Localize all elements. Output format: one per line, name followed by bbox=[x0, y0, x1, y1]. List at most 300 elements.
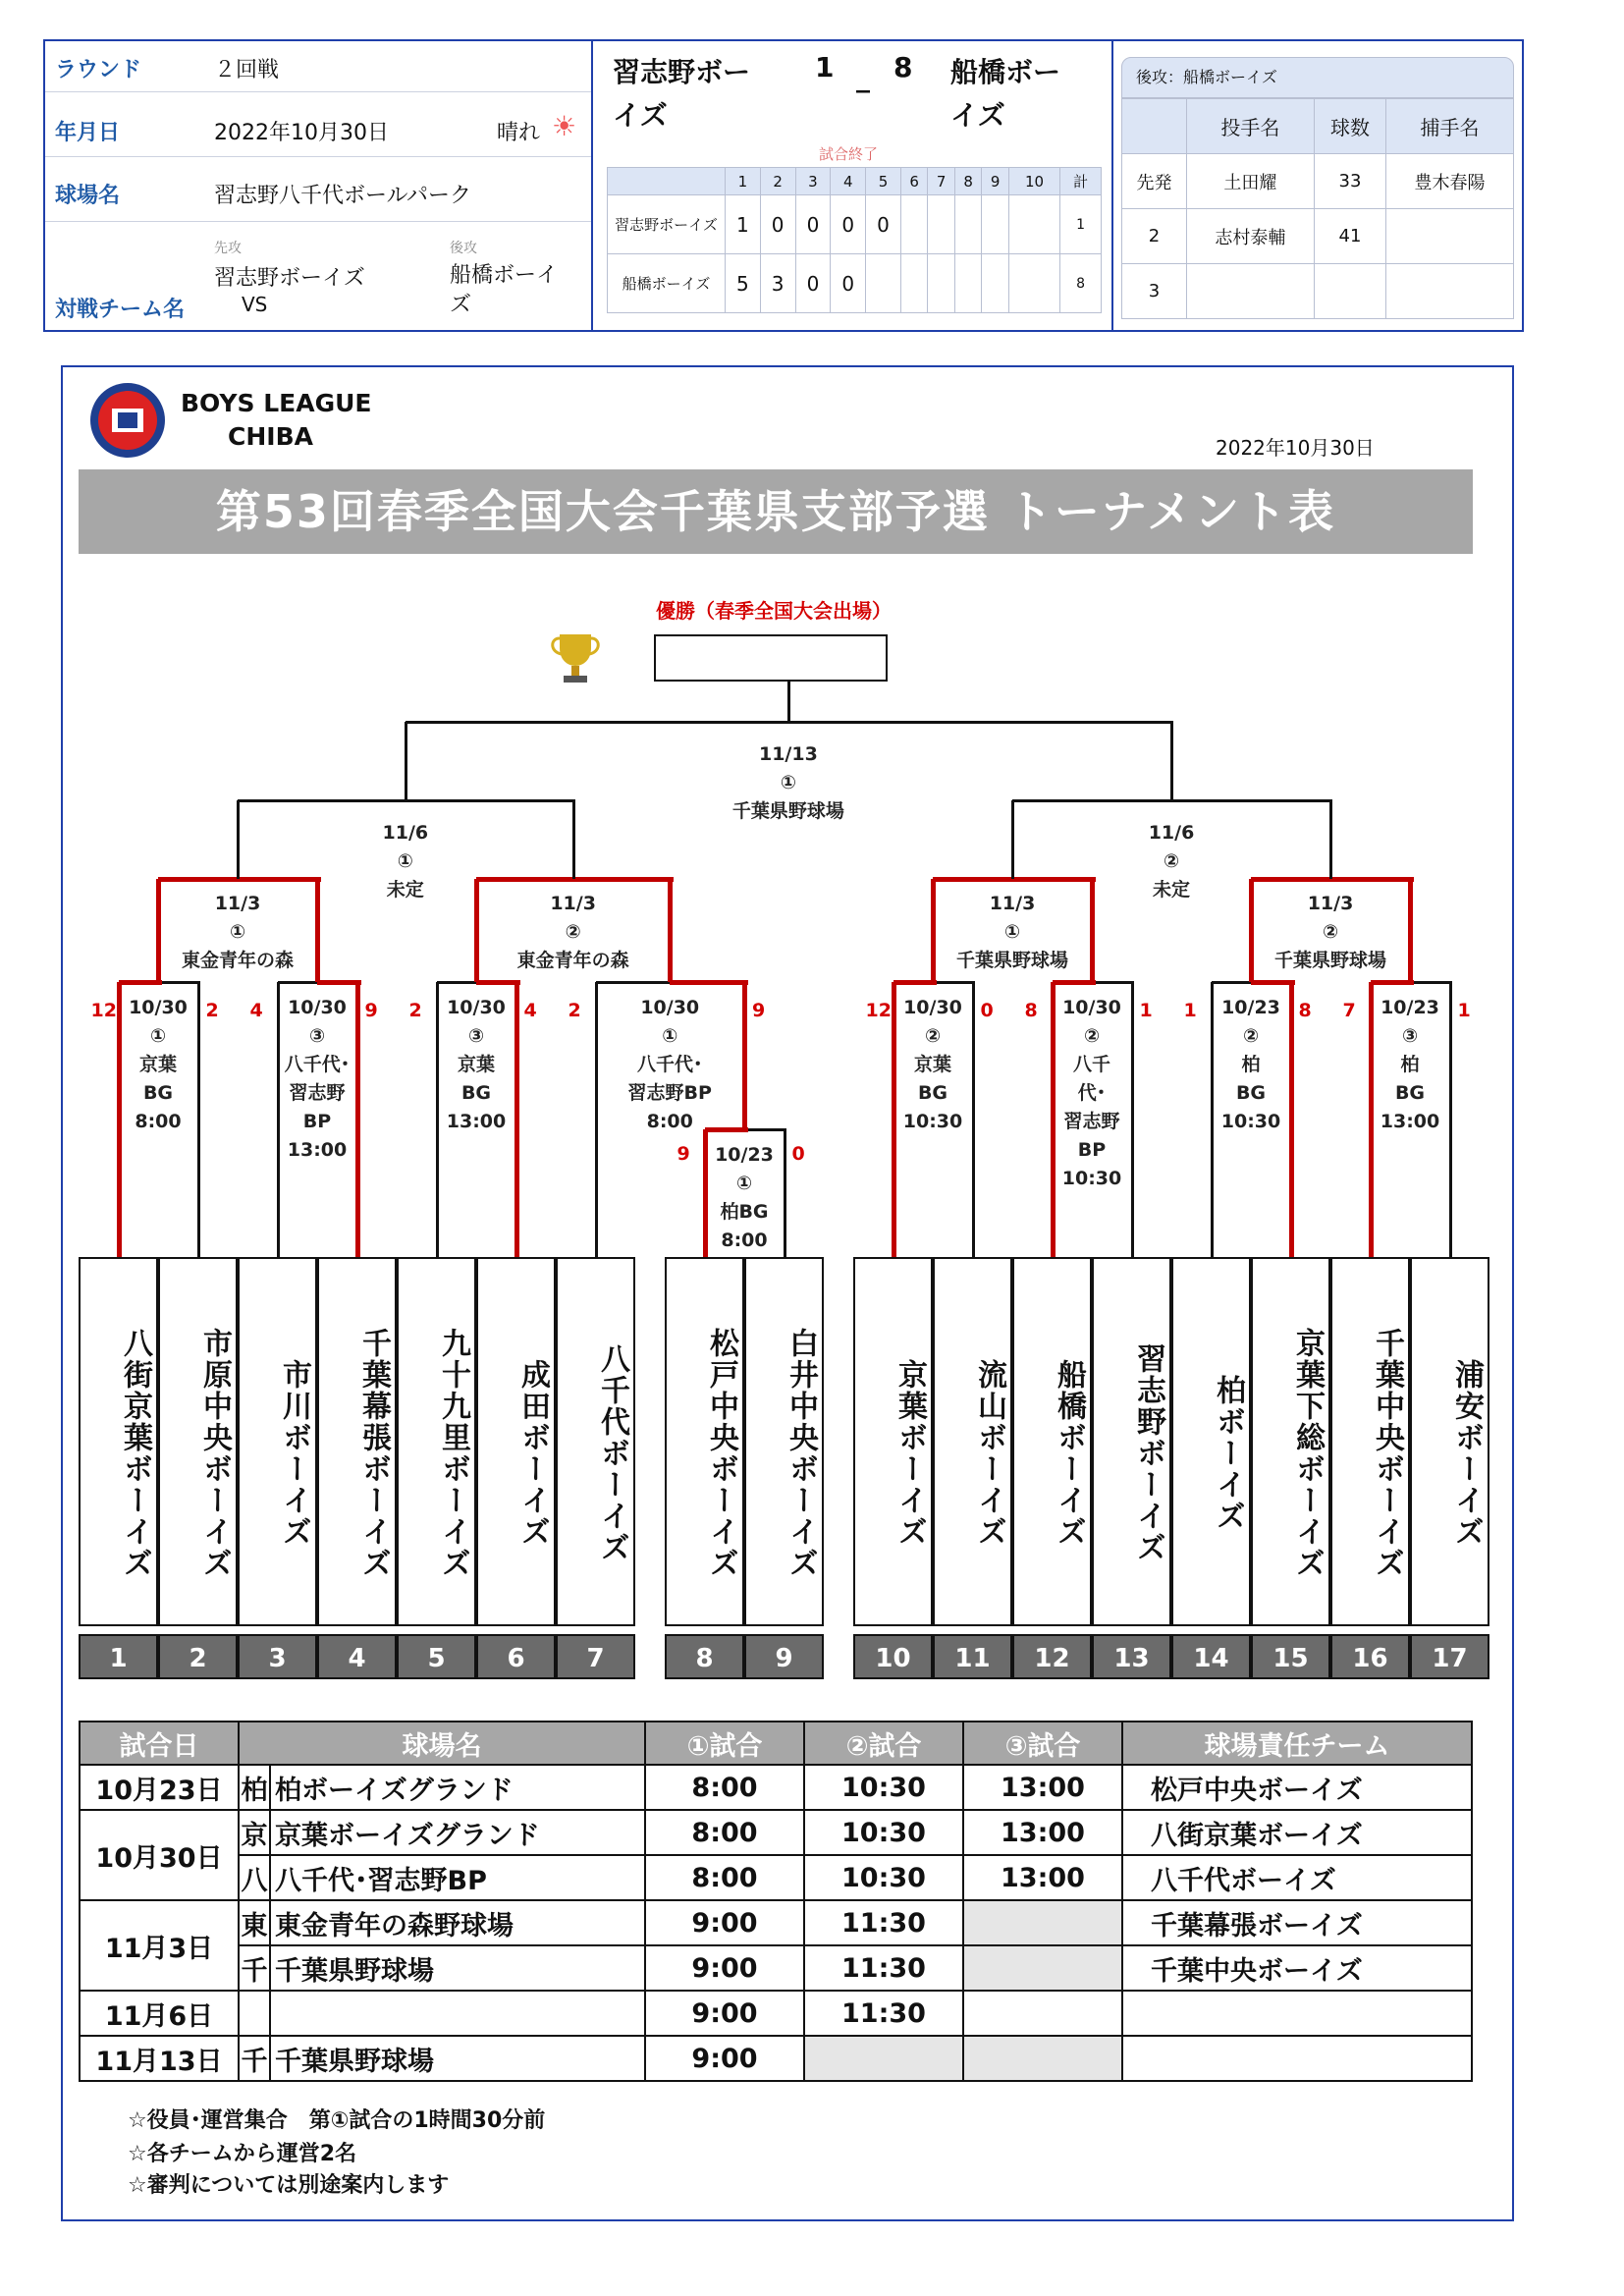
pitcher-cell: 41 bbox=[1314, 209, 1385, 264]
inning-header: 2 bbox=[760, 168, 795, 195]
team-column: 八千代ボーイズ bbox=[556, 1257, 635, 1626]
score-right: 0 bbox=[791, 1143, 805, 1165]
team2-score: 8 bbox=[893, 51, 913, 83]
schedule-row bbox=[80, 1900, 1472, 1945]
pitcher-table bbox=[1121, 98, 1514, 319]
team-number: 2 bbox=[158, 1634, 238, 1679]
match-info-line: ① bbox=[780, 772, 796, 793]
linescore-table bbox=[607, 167, 1102, 313]
trophy-icon bbox=[546, 629, 605, 685]
pitcher-cell bbox=[1385, 264, 1513, 319]
schedule-team: 八街京葉ボーイズ bbox=[1122, 1810, 1472, 1855]
pitcher-panel bbox=[1113, 39, 1524, 332]
schedule-date: 11月3日 bbox=[80, 1900, 239, 1991]
linescore-team: 船橋ボーイズ bbox=[608, 254, 726, 313]
score-right: 1 bbox=[1139, 1000, 1153, 1021]
schedule-time: 9:00 bbox=[645, 2036, 804, 2081]
inning-score: 0 bbox=[831, 254, 866, 313]
match-info-line: 13:00 bbox=[287, 1139, 348, 1161]
match-info-line: BG bbox=[1235, 1082, 1267, 1104]
team-number: 8 bbox=[665, 1634, 744, 1679]
team-column: 八街京葉ボーイズ bbox=[79, 1257, 158, 1626]
team-number: 14 bbox=[1171, 1634, 1251, 1679]
team-column: 千葉幕張ボーイズ bbox=[317, 1257, 397, 1626]
match-info-line: 10/23 bbox=[1221, 997, 1280, 1018]
game-info-panel bbox=[43, 39, 593, 332]
pitcher-header: 後攻：船橋ボーイズ bbox=[1121, 57, 1514, 98]
date-label: 年月日 bbox=[55, 121, 121, 145]
team-number: 17 bbox=[1410, 1634, 1489, 1679]
linescore-team: 習志野ボーイズ bbox=[608, 195, 726, 254]
inning-score: 1 bbox=[726, 195, 761, 254]
team1-score: 1 bbox=[815, 51, 835, 83]
schedule-time: 13:00 bbox=[963, 1765, 1122, 1810]
schedule-time: 10:30 bbox=[804, 1855, 963, 1900]
league-logo-icon bbox=[88, 381, 167, 460]
match-info-r4 bbox=[616, 994, 724, 1136]
pitcher-cell: 3 bbox=[1122, 264, 1187, 319]
match-info-line: ① bbox=[397, 850, 413, 872]
bracket-line bbox=[476, 877, 674, 882]
match-info-qf1 bbox=[169, 890, 306, 975]
schedule-time: 11:30 bbox=[804, 1900, 963, 1945]
schedule-venue: 千葉県野球場 bbox=[270, 1945, 645, 1991]
inning-header: 1 bbox=[726, 168, 761, 195]
schedule-venue bbox=[270, 1991, 645, 2036]
schedule-venue: 柏ボーイズグランド bbox=[270, 1765, 645, 1810]
score-left: 12 bbox=[865, 1000, 892, 1021]
match-info-line: ③ bbox=[308, 1025, 326, 1047]
match-info-line: 京葉 bbox=[913, 1054, 951, 1075]
score-left: 4 bbox=[249, 1000, 263, 1021]
home-team: 習志野ボーイズ bbox=[214, 266, 365, 291]
team-number: 5 bbox=[397, 1634, 476, 1679]
team-number: 3 bbox=[238, 1634, 317, 1679]
bracket-line bbox=[476, 980, 520, 985]
score-left: 7 bbox=[1342, 1000, 1356, 1021]
score-left: 12 bbox=[90, 1000, 117, 1021]
inning-header: 10 bbox=[1008, 168, 1059, 195]
schedule-row bbox=[80, 2036, 1472, 2081]
match-info-final bbox=[720, 740, 857, 826]
bracket-line bbox=[595, 982, 598, 1257]
inning-header: 9 bbox=[982, 168, 1008, 195]
schedule-header: ③試合 bbox=[963, 1722, 1122, 1765]
team-number: 9 bbox=[744, 1634, 824, 1679]
pitcher-cell: 土田耀 bbox=[1186, 154, 1314, 209]
bracket-line bbox=[572, 800, 575, 879]
schedule-header: 球場責任チーム bbox=[1122, 1722, 1472, 1765]
pitcher-cell: 豊木春陽 bbox=[1385, 154, 1513, 209]
inning-score bbox=[900, 254, 927, 313]
score-left: 2 bbox=[568, 1000, 581, 1021]
team-column: 松戸中央ボーイズ bbox=[665, 1257, 744, 1626]
schedule-team bbox=[1122, 2036, 1472, 2081]
match-info-r2 bbox=[278, 994, 356, 1165]
match-info-line: ② bbox=[1163, 850, 1180, 872]
schedule-row bbox=[80, 1765, 1472, 1810]
match-info-r5 bbox=[705, 1141, 784, 1255]
match-info-line: ① bbox=[1003, 921, 1021, 943]
bracket-line bbox=[315, 879, 320, 982]
match-info-line: 10/23 bbox=[715, 1144, 774, 1166]
inning-score: 0 bbox=[866, 195, 901, 254]
pitcher-col-header bbox=[1122, 99, 1187, 154]
inning-score bbox=[982, 254, 1008, 313]
match-info-line: 13:00 bbox=[1380, 1111, 1440, 1132]
match-info-line: BG bbox=[460, 1082, 492, 1104]
schedule-time: 13:00 bbox=[963, 1810, 1122, 1855]
team-column: 白井中央ボーイズ bbox=[744, 1257, 824, 1626]
bracket-line bbox=[158, 877, 321, 882]
note-3: ☆審判については別途案内します bbox=[128, 2173, 450, 2198]
weather-text: 晴れ bbox=[497, 121, 541, 145]
date-value: 2022年10月30日 bbox=[214, 121, 389, 145]
bracket-line bbox=[933, 877, 1096, 882]
match-info-line: 10/23 bbox=[1380, 997, 1439, 1018]
match-info-line: 未定 bbox=[386, 879, 424, 901]
match-info-line: 東金青年の森 bbox=[516, 950, 629, 971]
note-1: ☆役員･運営集合 第①試合の1時間30分前 bbox=[128, 2108, 546, 2133]
schedule-time: 8:00 bbox=[645, 1810, 804, 1855]
inning-header: 8 bbox=[954, 168, 981, 195]
schedule-time bbox=[963, 1900, 1122, 1945]
inning-score bbox=[866, 254, 901, 313]
bracket-line bbox=[931, 879, 936, 982]
pitcher-cell: 2 bbox=[1122, 209, 1187, 264]
schedule-time bbox=[963, 1991, 1122, 2036]
winner-label: 優勝（春季全国大会出場） bbox=[656, 599, 892, 623]
schedule-venue: 千葉県野球場 bbox=[270, 2036, 645, 2081]
match-info-line: 10:30 bbox=[1220, 1111, 1281, 1132]
match-info-line: BP bbox=[302, 1111, 332, 1132]
team-number: 1 bbox=[79, 1634, 158, 1679]
pitcher-cell: 志村泰輔 bbox=[1186, 209, 1314, 264]
match-info-line: 11/3 bbox=[989, 893, 1036, 914]
schedule-time: 9:00 bbox=[645, 1945, 804, 1991]
match-info-r9 bbox=[1371, 994, 1449, 1136]
match-info-line: 習志野 bbox=[289, 1082, 346, 1104]
schedule-time bbox=[963, 1945, 1122, 1991]
team-column: 京葉ボーイズ bbox=[853, 1257, 933, 1626]
match-info-line: 千葉県野球場 bbox=[955, 950, 1068, 971]
match-info-sf2 bbox=[1122, 819, 1220, 904]
linescore-row bbox=[608, 195, 1102, 254]
schedule-team: 松戸中央ボーイズ bbox=[1122, 1765, 1472, 1810]
schedule-venue-key: 柏 bbox=[239, 1765, 270, 1810]
schedule-date: 11月13日 bbox=[80, 2036, 239, 2081]
schedule-venue: 八千代･習志野BP bbox=[270, 1855, 645, 1900]
schedule-row bbox=[80, 1945, 1472, 1991]
score-right: 9 bbox=[364, 1000, 378, 1021]
team-column: 千葉中央ボーイズ bbox=[1330, 1257, 1410, 1626]
schedule-time bbox=[804, 2036, 963, 2081]
match-info-line: 11/6 bbox=[1148, 822, 1195, 844]
match-info-line: 11/3 bbox=[550, 893, 596, 914]
schedule-time: 8:00 bbox=[645, 1765, 804, 1810]
inning-score: 5 bbox=[726, 254, 761, 313]
match-info-line: ② bbox=[1083, 1025, 1101, 1047]
team-column: 柏ボーイズ bbox=[1171, 1257, 1251, 1626]
match-info-r8 bbox=[1212, 994, 1290, 1136]
match-info-line: ② bbox=[1322, 921, 1339, 943]
inning-score: 0 bbox=[831, 195, 866, 254]
inning-score bbox=[1008, 195, 1059, 254]
schedule-venue: 東金青年の森野球場 bbox=[270, 1900, 645, 1945]
score-right: 1 bbox=[1457, 1000, 1471, 1021]
pitcher-cell: 先発 bbox=[1122, 154, 1187, 209]
schedule-row bbox=[80, 1855, 1472, 1900]
stadium-value: 習志野八千代ボールパーク bbox=[214, 184, 472, 208]
match-info-line: 10/30 bbox=[903, 997, 962, 1018]
note-2: ☆各チームから運営2名 bbox=[128, 2142, 357, 2166]
match-info-line: ③ bbox=[1401, 1025, 1419, 1047]
teams-label: 対戦チーム名 bbox=[55, 298, 186, 322]
schedule-time: 13:00 bbox=[963, 1855, 1122, 1900]
schedule-team: 千葉幕張ボーイズ bbox=[1122, 1900, 1472, 1945]
schedule-header: ②試合 bbox=[804, 1722, 963, 1765]
round-value: ２回戦 bbox=[214, 58, 280, 82]
score-right: 0 bbox=[980, 1000, 994, 1021]
pitcher-cell bbox=[1385, 209, 1513, 264]
match-info-line: ② bbox=[1242, 1025, 1260, 1047]
team-number: 7 bbox=[556, 1634, 635, 1679]
schedule-time: 9:00 bbox=[645, 1900, 804, 1945]
inning-header: 7 bbox=[928, 168, 954, 195]
bracket-line bbox=[405, 722, 407, 800]
score-left: 9 bbox=[677, 1143, 690, 1165]
team-number: 6 bbox=[476, 1634, 556, 1679]
schedule-time: 9:00 bbox=[645, 1991, 804, 2036]
pitcher-row bbox=[1122, 154, 1514, 209]
match-info-line: 10/30 bbox=[640, 997, 700, 1018]
schedule-date: 11月6日 bbox=[80, 1991, 239, 2036]
schedule-time: 10:30 bbox=[804, 1765, 963, 1810]
linescore-row bbox=[608, 254, 1102, 313]
match-info-line: 代･ bbox=[1077, 1082, 1107, 1104]
team-number: 13 bbox=[1092, 1634, 1171, 1679]
league-name-line1: BOYS LEAGUE bbox=[181, 389, 372, 417]
inning-score bbox=[928, 195, 954, 254]
score-right: 4 bbox=[523, 1000, 537, 1021]
league-name-line2: CHIBA bbox=[228, 422, 313, 451]
match-info-line: BG bbox=[917, 1082, 948, 1104]
bracket-line bbox=[1329, 800, 1332, 879]
winner-box bbox=[654, 634, 888, 682]
page-title: 第53回春季全国大会千葉県支部予選 トーナメント表 bbox=[79, 469, 1473, 554]
match-info-qf2 bbox=[505, 890, 642, 975]
score-left: 8 bbox=[1024, 1000, 1038, 1021]
schedule-header: 球場名 bbox=[239, 1722, 645, 1765]
schedule-header: 試合日 bbox=[80, 1722, 239, 1765]
schedule-venue-key: 東 bbox=[239, 1900, 270, 1945]
match-info-line: ① bbox=[229, 921, 246, 943]
team2-name: 船橋ボーイズ bbox=[950, 56, 1061, 132]
inning-score bbox=[954, 254, 981, 313]
bracket-line bbox=[787, 682, 790, 722]
match-info-r7 bbox=[1053, 994, 1131, 1193]
match-info-line: BG bbox=[142, 1082, 174, 1104]
score-right: 2 bbox=[205, 1000, 219, 1021]
schedule-venue-key: 千 bbox=[239, 1945, 270, 1991]
team-column: 習志野ボーイズ bbox=[1092, 1257, 1171, 1626]
pitcher-cell bbox=[1186, 264, 1314, 319]
inning-score: 0 bbox=[760, 195, 795, 254]
bracket-line bbox=[317, 980, 361, 985]
bracket-line bbox=[237, 800, 240, 879]
team-column: 浦安ボーイズ bbox=[1410, 1257, 1489, 1626]
match-info-line: 11/3 bbox=[1307, 893, 1354, 914]
match-info-r3 bbox=[437, 994, 515, 1136]
match-info-line: 習志野BP bbox=[627, 1082, 712, 1104]
inning-score bbox=[900, 195, 927, 254]
schedule-team: 八千代ボーイズ bbox=[1122, 1855, 1472, 1900]
match-info-line: 八千代･ bbox=[284, 1054, 351, 1075]
team-number: 12 bbox=[1012, 1634, 1092, 1679]
match-info-line: 10/30 bbox=[288, 997, 347, 1018]
inning-score: 1 bbox=[1060, 195, 1102, 254]
bracket-line bbox=[670, 980, 748, 985]
pitcher-row bbox=[1122, 264, 1514, 319]
match-info-line: BG bbox=[1394, 1082, 1426, 1104]
score-dash: _ bbox=[856, 61, 870, 93]
schedule-date: 10月23日 bbox=[80, 1765, 239, 1810]
first-label: 先攻 bbox=[214, 241, 242, 256]
schedule-venue: 京葉ボーイズグランド bbox=[270, 1810, 645, 1855]
pitcher-cell: 33 bbox=[1314, 154, 1385, 209]
match-info-qf4 bbox=[1262, 890, 1399, 975]
match-info-line: 8:00 bbox=[135, 1111, 182, 1132]
match-info-line: 八千 bbox=[1072, 1054, 1110, 1075]
match-info-line: 京葉 bbox=[138, 1054, 177, 1075]
match-info-line: 千葉県野球場 bbox=[1273, 950, 1386, 971]
team-column: 九十九里ボーイズ bbox=[397, 1257, 476, 1626]
inning-score: 8 bbox=[1060, 254, 1102, 313]
match-info-line: 京葉 bbox=[457, 1054, 495, 1075]
match-info-line: 未定 bbox=[1152, 879, 1190, 901]
match-info-line: ② bbox=[565, 921, 581, 943]
schedule-time: 8:00 bbox=[645, 1855, 804, 1900]
match-info-line: 8:00 bbox=[646, 1111, 693, 1132]
inning-header: 計 bbox=[1060, 168, 1102, 195]
schedule-venue-key: 京 bbox=[239, 1810, 270, 1855]
match-info-sf1 bbox=[356, 819, 455, 904]
match-info-line: 八千代･ bbox=[636, 1054, 703, 1075]
bracket-line bbox=[1090, 879, 1095, 982]
bracket-line bbox=[474, 879, 479, 982]
team-column: 流山ボーイズ bbox=[933, 1257, 1012, 1626]
match-info-line: 柏BG bbox=[720, 1201, 769, 1223]
schedule-time: 11:30 bbox=[804, 1945, 963, 1991]
schedule-time: 11:30 bbox=[804, 1991, 963, 2036]
bracket-line bbox=[668, 879, 673, 982]
team-column: 船橋ボーイズ bbox=[1012, 1257, 1092, 1626]
match-info-line: 10/30 bbox=[447, 997, 506, 1018]
second-label: 後攻 bbox=[450, 241, 477, 256]
match-info-line: ② bbox=[924, 1025, 942, 1047]
match-info-line: 柏 bbox=[1400, 1054, 1420, 1075]
match-info-line: 東金青年の森 bbox=[181, 950, 294, 971]
score-right: 8 bbox=[1298, 1000, 1312, 1021]
inning-score bbox=[982, 195, 1008, 254]
document-date: 2022年10月30日 bbox=[1216, 436, 1375, 460]
inning-header: 3 bbox=[795, 168, 831, 195]
bracket-line bbox=[1249, 879, 1254, 982]
team-number: 4 bbox=[317, 1634, 397, 1679]
sun-icon: ☀ bbox=[552, 110, 577, 142]
pitcher-cell bbox=[1314, 264, 1385, 319]
schedule-venue-key bbox=[239, 1991, 270, 2036]
inning-score bbox=[1008, 254, 1059, 313]
bracket-line bbox=[156, 879, 161, 982]
pitcher-col-header: 投手名 bbox=[1186, 99, 1314, 154]
schedule-time: 10:30 bbox=[804, 1810, 963, 1855]
inning-score: 3 bbox=[760, 254, 795, 313]
schedule-time bbox=[963, 2036, 1122, 2081]
match-info-line: BP bbox=[1077, 1139, 1107, 1161]
schedule-team bbox=[1122, 1991, 1472, 2036]
stadium-label: 球場名 bbox=[55, 184, 121, 208]
match-info-line: 13:00 bbox=[446, 1111, 507, 1132]
score-right: 9 bbox=[752, 1000, 766, 1021]
team-number: 11 bbox=[933, 1634, 1012, 1679]
schedule-row bbox=[80, 1991, 1472, 2036]
match-info-line: 8:00 bbox=[721, 1230, 768, 1251]
team-column: 京葉下総ボーイズ bbox=[1251, 1257, 1330, 1626]
round-label: ラウンド bbox=[55, 58, 142, 82]
schedule-table bbox=[79, 1721, 1473, 2082]
match-info-line: ① bbox=[149, 1025, 167, 1047]
schedule-date: 10月30日 bbox=[80, 1810, 239, 1900]
away-team: 船橋ボーイズ bbox=[450, 263, 559, 317]
match-info-line: ① bbox=[735, 1173, 753, 1194]
team-number: 16 bbox=[1330, 1634, 1410, 1679]
team-column: 市川ボーイズ bbox=[238, 1257, 317, 1626]
vs-text: VS bbox=[242, 293, 268, 316]
inning-score: 0 bbox=[795, 254, 831, 313]
match-info-line: 10:30 bbox=[902, 1111, 963, 1132]
match-info-r1 bbox=[119, 994, 197, 1136]
inning-header: 6 bbox=[900, 168, 927, 195]
scoreboard-panel bbox=[593, 39, 1113, 332]
bracket-line bbox=[1251, 877, 1414, 882]
team-column: 成田ボーイズ bbox=[476, 1257, 556, 1626]
score-left: 1 bbox=[1183, 1000, 1197, 1021]
inning-header: 4 bbox=[831, 168, 866, 195]
match-info-line: 10/30 bbox=[1062, 997, 1121, 1018]
match-info-line: ① bbox=[662, 1025, 678, 1047]
match-info-line: 千葉県野球場 bbox=[731, 800, 844, 822]
match-info-line: 11/3 bbox=[214, 893, 261, 914]
team1-name: 習志野ボーイズ bbox=[613, 56, 751, 132]
bracket-line bbox=[742, 982, 747, 1129]
bracket-line bbox=[1011, 800, 1014, 879]
pitcher-col-header: 球数 bbox=[1314, 99, 1385, 154]
bracket-line bbox=[1170, 722, 1173, 800]
match-info-line: 柏 bbox=[1241, 1054, 1261, 1075]
match-info-line: ③ bbox=[467, 1025, 485, 1047]
score-left: 2 bbox=[408, 1000, 422, 1021]
schedule-header: ①試合 bbox=[645, 1722, 804, 1765]
bracket-line bbox=[1251, 980, 1295, 985]
inning-score: 0 bbox=[795, 195, 831, 254]
match-info-qf3 bbox=[944, 890, 1081, 975]
bracket-line bbox=[1408, 879, 1413, 982]
inning-score bbox=[928, 254, 954, 313]
match-info-line: 10/30 bbox=[129, 997, 188, 1018]
team-number: 10 bbox=[853, 1634, 933, 1679]
schedule-row bbox=[80, 1810, 1472, 1855]
